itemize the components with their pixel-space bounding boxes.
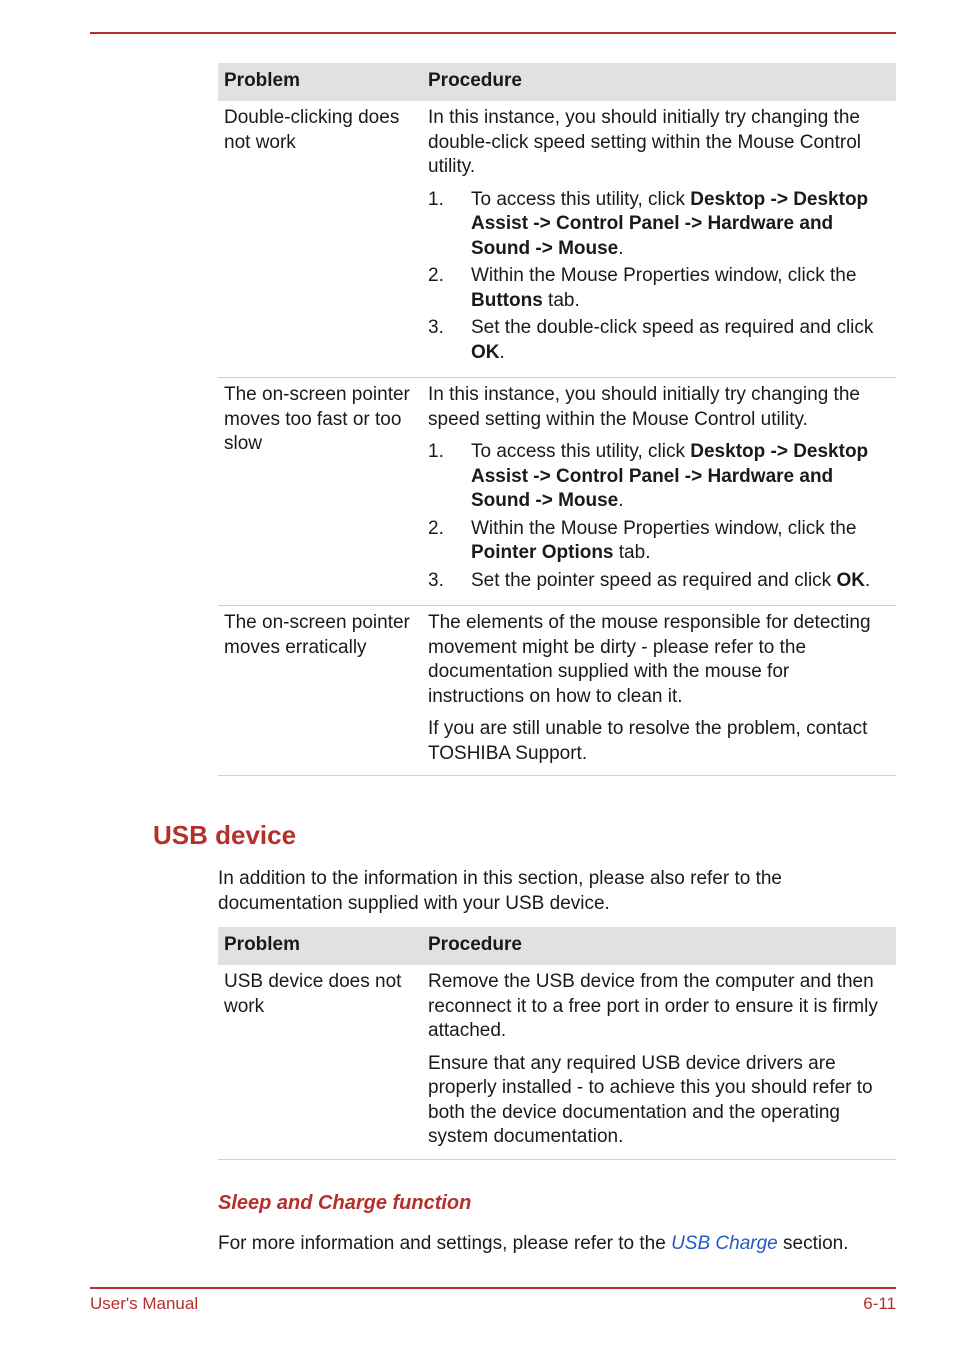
table-header-row [218,63,896,101]
procedure-steps [428,188,890,366]
table-header-row [218,927,896,965]
problem-cell: The on-screen pointer moves erratically [218,606,422,776]
problem-header: Problem [218,927,422,965]
footer-rule [90,1287,896,1289]
section-title-usb-device: USB device [153,820,297,850]
step-item: 2. Within the Mouse Properties window, click the Buttons tab. [428,265,857,311]
table-row [218,378,896,606]
table-row [218,101,896,378]
problem-cell: Double-clicking does not work [218,101,422,378]
step-item: 3. Set the pointer speed as required and click OK. [428,569,871,591]
procedure-paragraph: Remove the USB device from the computer and then reconnect it to a free port in order to ensure it is firmly attached. [428,971,878,1041]
procedure-intro: In this instance, you should initially try changing the double-click speed setting within the Mouse Control utility. [428,107,862,177]
problem-header: Problem [218,63,422,101]
header-rule [90,32,896,34]
procedure-header: Procedure [422,927,896,965]
table-row [218,606,896,776]
section-intro: In addition to the information in this section, please also refer to the documentation supplied with your USB device. [218,868,782,914]
procedure-paragraph: If you are still unable to resolve the problem, contact TOSHIBA Support. [428,718,868,764]
procedure-cell [422,965,896,1159]
step-item: 1. To access this utility, click Desktop -> Desktop Assist -> Control Panel -> Hardware and Sound -> Mouse. [428,188,869,259]
procedure-cell [422,378,896,606]
footer-page-number: 6-11 [863,1294,896,1313]
procedure-intro: In this instance, you should initially try changing the speed setting within the Mouse Control utility. [428,384,860,430]
procedure-header: Procedure [422,63,896,101]
procedure-paragraph: The elements of the mouse responsible for detecting movement might be dirty - please refer to the documentation supplied with the mouse for instructions on how to clean it. [428,612,871,707]
usb-charge-link[interactable]: USB Charge [671,1233,778,1254]
usb-problem-table [218,927,896,1160]
procedure-cell [422,606,896,776]
mouse-problem-table [218,63,896,776]
procedure-steps [428,440,890,593]
problem-cell: The on-screen pointer moves too fast or too slow [218,378,422,606]
footer-manual-title: User's Manual [90,1294,199,1313]
step-item: 2. Within the Mouse Properties window, click the Pointer Options tab. [428,517,857,563]
subsection-title-sleep-charge: Sleep and Charge function [218,1192,472,1214]
procedure-paragraph: Ensure that any required USB device drivers are properly installed - to achieve this you should refer to both the device documentation and the operating system documentation. [428,1052,873,1147]
step-item: 3. Set the double-click speed as required and click OK. [428,317,874,363]
sleep-charge-text: For more information and settings, please refer to the USB Charge section. [218,1233,849,1254]
table-row [218,965,896,1159]
problem-cell: USB device does not work [218,965,422,1159]
step-item: 1. To access this utility, click Desktop -> Desktop Assist -> Control Panel -> Hardware and Sound -> Mouse. [428,441,869,511]
procedure-cell [422,101,896,378]
